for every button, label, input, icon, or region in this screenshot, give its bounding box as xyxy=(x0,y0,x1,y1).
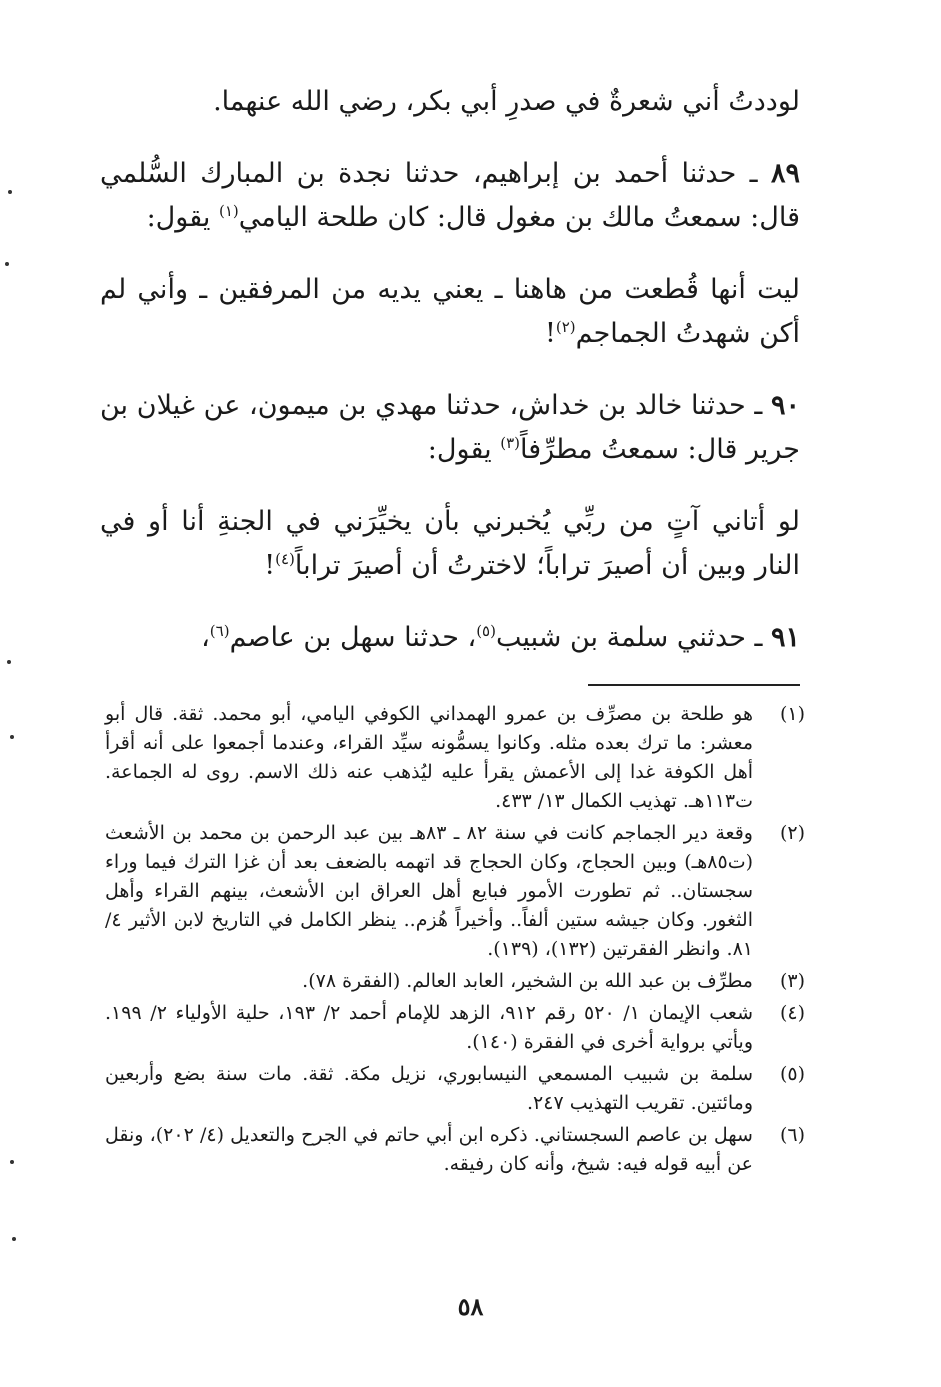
quote-text-end: ! xyxy=(264,550,276,581)
footnote-ref-3[interactable]: (٣) xyxy=(500,434,520,452)
footnote-2 xyxy=(105,819,805,964)
footnote-number: (١) xyxy=(779,703,805,725)
hadith-text-end: ، xyxy=(201,622,210,653)
footnote-number: (٢) xyxy=(779,822,805,844)
scan-speck xyxy=(12,1237,16,1241)
footnote-ref-1[interactable]: (١) xyxy=(218,202,239,220)
spacer xyxy=(100,472,800,500)
footnote-number: (٤) xyxy=(779,1002,805,1024)
paragraph-text: لوددتُ أني شعرةٌ في صدرِ أبي بكر، رضي الله عنهما. xyxy=(213,86,800,117)
footnote-text: هو طلحة بن مصرِّف بن عمرو الهمداني الكوفي اليامي، أبو محمد. ثقة. قال أبو معشر: ما ترك بعده مثله. وكانوا يسمُّونه سيِّد القراء، وعندما أجمعوا على أنه أقرأ أهل الكوفة غدا إلى الأعمش يقرأ عليه ليُذهب عنه ذلك الاسم. روى له الجماعة. ت١١٣هـ. تهذيب الكمال ١٣/ ٤٣٣. xyxy=(105,703,753,812)
scan-speck xyxy=(7,660,11,664)
footnote-text: شعب الإيمان ١/ ٥٢٠ رقم ٩١٢، الزهد للإمام أحمد ٢/ ١٩٣، حلية الأولياء ٢/ ١٩٩. ويأتي برواية أخرى في الفقرة (١٤٠). xyxy=(105,1002,754,1053)
hadith-number: ٩١ xyxy=(770,622,800,653)
quote-text: لو أتاني آتٍ من ربِّي يُخبرني بأن يخيِّرَني في الجنةِ أنا أو في النار وبين أن أصيرَ تراباً؛ لاخترتُ أن أصيرَ تراباً xyxy=(100,506,800,581)
footnote-number: (٦) xyxy=(779,1124,805,1146)
hadith-number: ٨٩ xyxy=(770,158,800,189)
hadith-91 xyxy=(100,616,800,660)
footnote-text: مطرِّف بن عبد الله بن الشخير، العابد العالم. (الفقرة ٧٨). xyxy=(302,970,753,992)
hadith-text-end: يقول: xyxy=(146,202,219,233)
spacer xyxy=(100,240,800,268)
spacer xyxy=(100,588,800,616)
quote-90 xyxy=(100,500,800,588)
page-number: ٥٨ xyxy=(457,1292,484,1321)
footnote-ref-2[interactable]: (٢) xyxy=(555,318,576,336)
footnote-text: وقعة دير الجماجم كانت في سنة ٨٢ ـ ٨٣هـ بين عبد الرحمن بن محمد بن الأشعث (ت٨٥هـ) وبين الحجاج، وكان الحجاج قد اتهمه بالضعف بعد أن غزا الترك فيما وراء سجستان.. ثم تطورت الأمور فبايع أهل العراق ابن الأشعث، بينهم القراء وأهل الثغور. وكان جيشه ستين ألفاً.. وأخيراً هُزم.. ينظر الكامل في التاريخ لابن الأثير ٤/ ٨١. وانظر الفقرتين (١٣٢)، (١٣٩). xyxy=(105,822,753,960)
footnotes xyxy=(105,700,805,1182)
footnote-ref-4[interactable]: (٤) xyxy=(275,550,295,568)
hadith-90 xyxy=(100,384,800,472)
scan-speck xyxy=(10,1160,14,1164)
footnote-5 xyxy=(105,1060,805,1118)
footnote-ref-6[interactable]: (٦) xyxy=(209,622,230,640)
footnote-text: سلمة بن شبيب المسمعي النيسابوري، نزيل مكة. ثقة. مات سنة بضع وأربعين ومائتين. تقريب التهذيب ٢٤٧. xyxy=(105,1063,753,1114)
hadith-text-mid: ، حدثنا سهل بن عاصم xyxy=(229,622,477,653)
paragraph-88-end xyxy=(100,80,800,124)
hadith-text: ـ حدثنا أحمد بن إبراهيم، حدثنا نجدة بن المبارك السُّلمي قال: سمعتُ مالك بن مغول قال: كان طلحة اليامي xyxy=(100,158,800,233)
footnote-number: (٣) xyxy=(779,970,805,992)
quote-89 xyxy=(100,268,800,356)
quote-text-end: ! xyxy=(544,318,556,349)
hadith-number: ٩٠ xyxy=(770,390,800,421)
footnote-6 xyxy=(105,1121,805,1179)
spacer xyxy=(100,124,800,152)
footnote-text: سهل بن عاصم السجستاني. ذكره ابن أبي حاتم في الجرح والتعديل (٤/ ٢٠٢)، ونقل عن أبيه قوله فيه: شيخ، وأنه كان رفيقه. xyxy=(105,1124,753,1175)
spacer xyxy=(100,356,800,384)
scan-speck xyxy=(8,190,12,194)
hadith-text: ـ حدثني سلمة بن شبيب xyxy=(495,622,763,653)
footnote-4 xyxy=(105,999,805,1057)
footnote-separator xyxy=(588,684,800,686)
footnote-1 xyxy=(105,700,805,816)
footnote-ref-5[interactable]: (٥) xyxy=(476,622,496,640)
main-text xyxy=(100,80,800,660)
scan-speck xyxy=(10,735,14,739)
footnote-number: (٥) xyxy=(779,1063,805,1085)
hadith-text: ـ حدثنا خالد بن خداش، حدثنا مهدي بن ميمون، عن غيلان بن جرير قال: سمعتُ مطرِّفاً xyxy=(100,390,800,465)
quote-text: ليت أنها قُطعت من هاهنا ـ يعني يديه من المرفقين ـ وأني لم أكن شهدتُ الجماجم xyxy=(100,274,800,349)
hadith-89 xyxy=(100,152,800,240)
hadith-text-end: يقول: xyxy=(427,434,501,465)
scan-speck xyxy=(5,262,9,266)
footnote-3 xyxy=(105,967,805,996)
